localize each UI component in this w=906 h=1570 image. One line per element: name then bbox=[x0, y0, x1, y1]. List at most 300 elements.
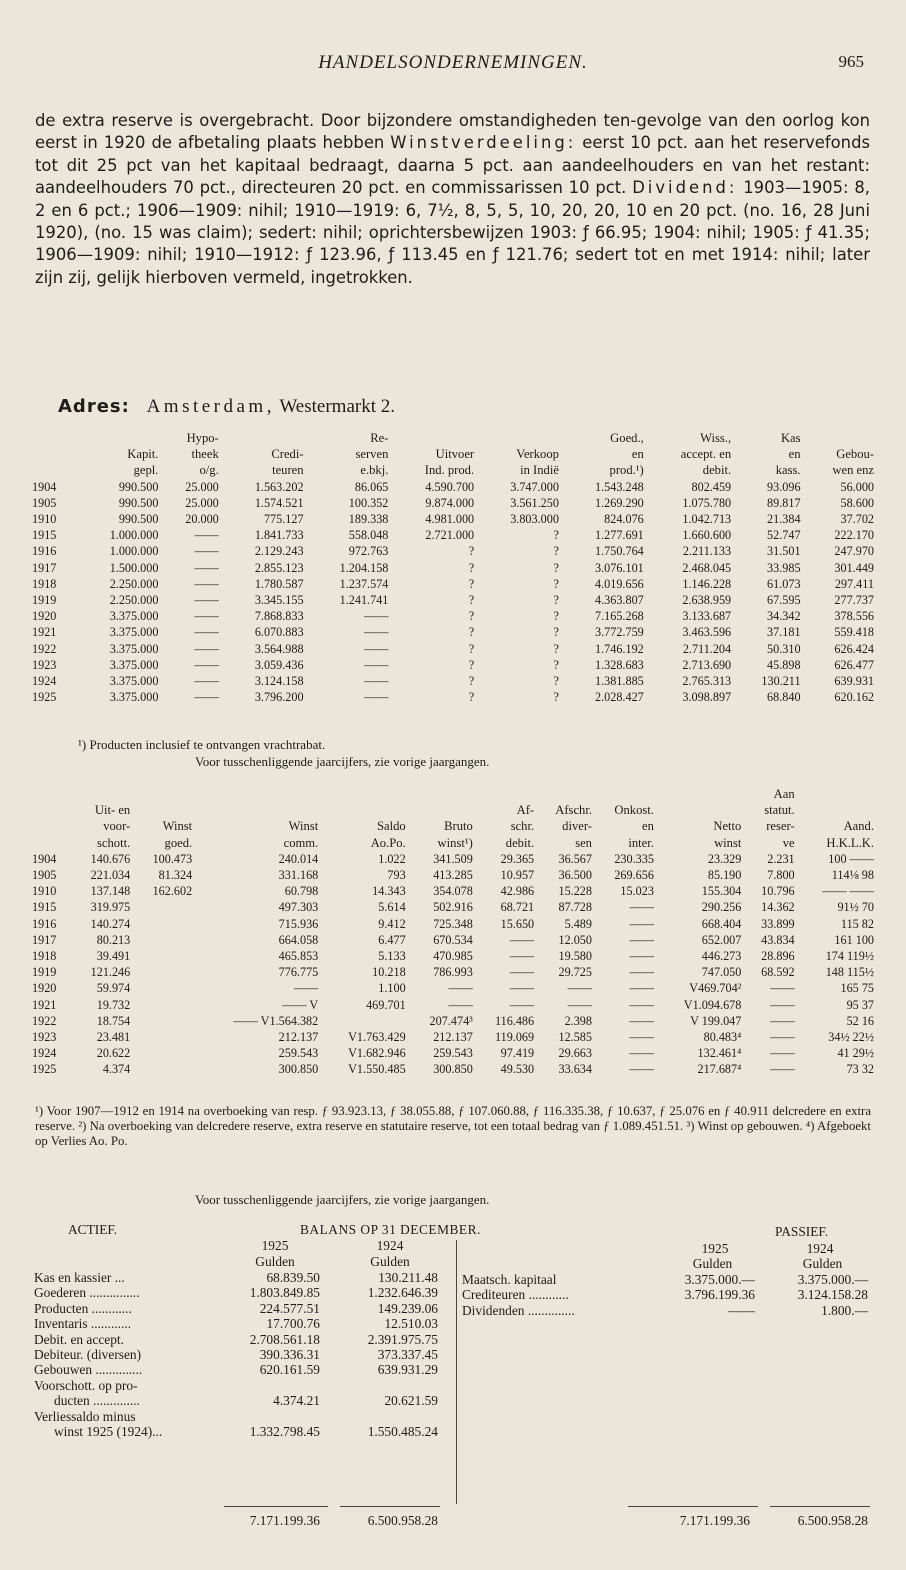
year-cell: 1919 bbox=[32, 593, 57, 608]
column-header: Uitvoer bbox=[435, 447, 475, 462]
column-header bbox=[594, 786, 656, 802]
table-cell: 100 —— bbox=[828, 851, 874, 866]
actief-value-1924: 1.550.485.24 bbox=[367, 1424, 438, 1439]
column-header bbox=[797, 802, 876, 818]
table-cell: 9.874.000 bbox=[425, 495, 475, 510]
column-header: schott. bbox=[97, 835, 131, 850]
column-header: ve bbox=[782, 835, 795, 850]
year-cell: 1915 bbox=[32, 528, 57, 543]
column-header: debit. bbox=[702, 463, 732, 478]
table-cell: 2.468.045 bbox=[682, 560, 732, 575]
year-cell: 1924 bbox=[32, 674, 57, 689]
passief-item-label: Maatsch. kapitaal bbox=[462, 1272, 557, 1287]
actief-item-label: Kas en kassier ... bbox=[34, 1270, 125, 1285]
table1-note: Voor tusschenliggende jaarcijfers, zie vorige jaargangen. bbox=[195, 754, 490, 769]
table-cell: 10.796 bbox=[761, 884, 795, 899]
table-cell: 93.096 bbox=[767, 479, 801, 494]
table-cell: 116.486 bbox=[494, 1013, 535, 1028]
actief-year-1924: 1924 bbox=[376, 1238, 404, 1253]
column-header bbox=[656, 802, 743, 818]
table-cell: 1.237.574 bbox=[339, 576, 389, 591]
table-cell: 6.477 bbox=[378, 932, 406, 947]
year-cell: 1919 bbox=[32, 965, 57, 980]
table-cell: 470.985 bbox=[433, 949, 473, 964]
table-cell: 115 82 bbox=[840, 916, 874, 931]
column-header: prod.¹) bbox=[609, 463, 644, 478]
table-cell: 3.098.897 bbox=[682, 690, 732, 705]
table-cell: 42.986 bbox=[500, 884, 535, 899]
year-cell: 1921 bbox=[32, 997, 57, 1012]
table-cell: 56.000 bbox=[840, 479, 874, 494]
table-cell: 1.746.192 bbox=[595, 641, 644, 656]
actief-value-1924: 2.391.975.75 bbox=[367, 1331, 438, 1347]
dividend-label: Dividend: bbox=[632, 178, 738, 198]
table-cell: ? bbox=[553, 593, 559, 608]
actief-value-1925: 1.332.798.45 bbox=[249, 1424, 320, 1439]
table-cell: V469.704² bbox=[689, 981, 742, 996]
table-cell: 3.133.687 bbox=[682, 609, 732, 624]
table-cell: 1.000.000 bbox=[109, 544, 159, 559]
actief-value-1924: 639.931.29 bbox=[377, 1362, 438, 1378]
column-header bbox=[30, 818, 70, 834]
column-header bbox=[194, 802, 320, 818]
table-cell: 1.075.780 bbox=[682, 495, 732, 510]
table-cell: 6.070.883 bbox=[254, 625, 304, 640]
passief-year-1924: 1924 bbox=[806, 1241, 834, 1256]
table-cell: 301.449 bbox=[834, 560, 874, 575]
table-cell: 4.019.656 bbox=[595, 576, 644, 591]
table-cell: 7.868.833 bbox=[254, 609, 304, 624]
table-cell: 14.362 bbox=[761, 900, 795, 915]
year-cell: 1916 bbox=[32, 916, 57, 931]
table-cell: 331.168 bbox=[278, 868, 319, 883]
table-cell: 3.772.759 bbox=[595, 625, 644, 640]
table-cell: ? bbox=[468, 593, 475, 608]
column-header: H.K.L.K. bbox=[826, 835, 874, 850]
table-cell: 29.365 bbox=[500, 851, 535, 866]
table-cell: 86.065 bbox=[354, 479, 389, 494]
column-header bbox=[76, 430, 161, 446]
table-cell: 341.509 bbox=[433, 851, 473, 866]
table-cell: —— bbox=[567, 997, 592, 1012]
table-cell: 4.363.807 bbox=[595, 593, 644, 608]
actief-total-1925: 7.171.199.36 bbox=[249, 1513, 320, 1528]
table-cell: 240.014 bbox=[278, 851, 319, 866]
table-cell: 87.728 bbox=[558, 900, 592, 915]
column-header: Saldo bbox=[377, 819, 406, 834]
table-cell: —— bbox=[509, 949, 535, 964]
column-header: Winst bbox=[162, 819, 193, 834]
table-cell: —— bbox=[629, 1062, 654, 1077]
actief-value-1925: 1.803.849.85 bbox=[249, 1285, 320, 1301]
table-cell: 3.375.000 bbox=[109, 641, 159, 656]
table-cell: 2.711.204 bbox=[682, 641, 732, 656]
table-cell: ? bbox=[468, 625, 475, 640]
table-cell: 7.165.268 bbox=[595, 609, 644, 624]
table-cell: —— bbox=[629, 965, 654, 980]
column-header: reser- bbox=[766, 819, 795, 834]
year-cell: 1905 bbox=[32, 868, 57, 883]
column-header: Kapit. bbox=[127, 447, 159, 462]
column-header bbox=[408, 802, 475, 818]
column-header: o/g. bbox=[199, 463, 219, 478]
year-cell: 1924 bbox=[32, 1046, 57, 1061]
table-cell: 23.329 bbox=[707, 851, 742, 866]
table-cell: 2.250.000 bbox=[109, 593, 159, 608]
table-cell: 58.600 bbox=[840, 495, 874, 510]
table-cell: 132.461⁴ bbox=[697, 1046, 742, 1061]
table-cell: 3.059.436 bbox=[254, 657, 304, 672]
table-cell: 36.567 bbox=[558, 851, 592, 866]
table-cell: 121.246 bbox=[90, 965, 131, 980]
header-row bbox=[30, 446, 876, 462]
table-cell: 300.850 bbox=[278, 1062, 319, 1077]
table-cell: V1.550.485 bbox=[348, 1062, 406, 1077]
table-cell: —— bbox=[364, 625, 389, 640]
table-cell: 3.796.200 bbox=[254, 690, 304, 705]
table-cell: 3.375.000 bbox=[109, 674, 159, 689]
year-cell: 1918 bbox=[32, 949, 57, 964]
passief-value-1924: 3.375.000.— bbox=[797, 1272, 868, 1287]
table-row bbox=[30, 997, 876, 1013]
column-header: Uit- en bbox=[94, 803, 131, 818]
table-cell: ? bbox=[468, 576, 475, 591]
table-row bbox=[30, 495, 876, 511]
table-row bbox=[30, 673, 876, 689]
table-cell: —— bbox=[770, 1013, 795, 1028]
actief-value-1924: 1.232.646.39 bbox=[367, 1285, 438, 1301]
table-cell: 2.129.243 bbox=[254, 544, 304, 559]
table-cell: 1.100 bbox=[378, 981, 406, 996]
dividend-text: 1903—1905: 8, 2 en 6 pct.; 1906—1909: nihil; 1910—1919: 6, 7½, 8, 5, 5, 10, 20, 20, 10 en 20 pct. (no. 16, 28 Juni 1920), (no. 15 was claim); sedert: nihil; oprichtersbewijzen 1903: ƒ 66.95; 1904: nihil; 1905: ƒ 41.35; 1906—1909: nihil; 1910—1912: ƒ 123.96, ƒ 113.45 en ƒ 121.76; sedert tot en met 1914: nihil; later zijn zij, gelijk hierboven vermeld, ingetrokken. bbox=[35, 178, 870, 287]
table-cell: —— bbox=[770, 1030, 795, 1045]
actief-item-label: Inventaris ............ bbox=[34, 1316, 132, 1332]
table-cell bbox=[132, 980, 194, 996]
table-cell: 824.076 bbox=[604, 512, 644, 527]
running-title: HANDELSONDERNEMINGEN. bbox=[318, 52, 588, 73]
table-cell: —— bbox=[629, 932, 654, 947]
table-cell: 5.614 bbox=[378, 900, 406, 915]
column-header: Ind. prod. bbox=[424, 463, 475, 478]
table-cell: 61.073 bbox=[767, 576, 801, 591]
passief-currency-1924: Gulden bbox=[802, 1256, 843, 1271]
table-cell: 3.463.596 bbox=[682, 625, 732, 640]
table-cell: 4.374 bbox=[102, 1062, 131, 1077]
table-row bbox=[30, 624, 876, 640]
table-row bbox=[30, 511, 876, 527]
column-header bbox=[30, 786, 70, 802]
table-row bbox=[30, 689, 876, 705]
table-cell: 1.204.158 bbox=[339, 560, 389, 575]
table2-footnote: ¹) Voor 1907—1912 en 1914 na overboeking van resp. ƒ 93.923.13, ƒ 38.055.88, ƒ 107.060.88, ƒ 116.335.38, ƒ 10.637, ƒ 25.076 en ƒ 40.911 delcredere en extra reserve. ²) Na overboeking van delcredere reserve, extra reserve en statutaire reserve, tot een totaal bedrag van ƒ 1.089.451.51. ³) Winst op gebouwen. ⁴) Afgeboekt op Verlies Ao. Po. bbox=[35, 1104, 871, 1149]
actief-value-1925: 224.577.51 bbox=[259, 1300, 320, 1316]
table-cell: 269.656 bbox=[614, 868, 654, 883]
table-cell: 155.304 bbox=[701, 884, 742, 899]
table-cell: 1.780.587 bbox=[254, 576, 304, 591]
table-cell: 52 16 bbox=[846, 1013, 874, 1028]
table-cell: 1.660.600 bbox=[682, 528, 732, 543]
table-cell: 300.850 bbox=[433, 1062, 473, 1077]
column-header: Winst bbox=[288, 819, 319, 834]
year-cell: 1905 bbox=[32, 495, 57, 510]
column-header bbox=[30, 430, 76, 446]
table-cell: 990.500 bbox=[118, 495, 159, 510]
actief-value-1925: 2.708.561.18 bbox=[249, 1331, 320, 1347]
table-cell: 259.543 bbox=[433, 1046, 473, 1061]
table-row bbox=[30, 576, 876, 592]
column-header bbox=[536, 786, 594, 802]
column-header bbox=[797, 786, 876, 802]
table-cell: 81.324 bbox=[158, 868, 193, 883]
table-cell: 41 29½ bbox=[837, 1046, 874, 1061]
table-cell: 670.534 bbox=[433, 932, 473, 947]
passief-total-1925: 7.171.199.36 bbox=[679, 1513, 750, 1528]
table-cell: —— bbox=[448, 997, 473, 1012]
actief-item-label: Verliessaldo minus bbox=[34, 1408, 136, 1424]
table-cell: —— bbox=[629, 916, 654, 931]
table-cell: 413.285 bbox=[433, 868, 473, 883]
table-cell: ? bbox=[553, 544, 559, 559]
table-cell: 91½ 70 bbox=[837, 900, 874, 915]
table-row bbox=[30, 1045, 876, 1061]
table-cell: —— bbox=[509, 932, 535, 947]
table-cell: 5.489 bbox=[564, 916, 592, 931]
table-cell: 3.375.000 bbox=[109, 657, 159, 672]
table-cell: 33.985 bbox=[767, 560, 801, 575]
column-header bbox=[320, 802, 407, 818]
table-cell: 15.023 bbox=[620, 884, 654, 899]
table-cell: 18.754 bbox=[96, 1013, 131, 1028]
table-cell: —— bbox=[364, 657, 389, 672]
table-cell: 31.501 bbox=[767, 544, 801, 559]
table-cell: V1.763.429 bbox=[348, 1030, 406, 1045]
header-row bbox=[30, 462, 876, 478]
table-cell: 21.384 bbox=[767, 512, 801, 527]
table-cell: 222.170 bbox=[834, 528, 874, 543]
actief-value-1925: 68.839.50 bbox=[266, 1270, 320, 1285]
table-cell: 3.803.000 bbox=[510, 512, 559, 527]
table-row bbox=[30, 883, 876, 899]
table-cell: —— bbox=[194, 625, 219, 640]
column-header: en bbox=[642, 819, 654, 834]
header-row bbox=[30, 430, 876, 446]
table-cell: ? bbox=[468, 544, 475, 559]
table-cell: 148 115½ bbox=[825, 965, 874, 980]
passief-value-1925: 3.375.000.— bbox=[684, 1272, 755, 1287]
column-header bbox=[803, 430, 876, 446]
table-cell: —— bbox=[194, 560, 219, 575]
table-cell: 2.028.427 bbox=[595, 690, 644, 705]
column-header: statut. bbox=[764, 803, 795, 818]
year-cell: 1923 bbox=[32, 657, 57, 672]
balance-divider bbox=[456, 1240, 457, 1504]
table-cell: 990.500 bbox=[118, 479, 159, 494]
column-header bbox=[70, 786, 132, 802]
table-cell bbox=[132, 1061, 194, 1077]
table-cell: ? bbox=[553, 657, 559, 672]
table-cell: —— bbox=[194, 609, 219, 624]
table-cell: 2.250.000 bbox=[109, 576, 159, 591]
table-cell: 33.899 bbox=[761, 916, 795, 931]
table-cell: 165 75 bbox=[840, 981, 874, 996]
actief-value-1925: 4.374.21 bbox=[273, 1393, 320, 1409]
table-cell bbox=[132, 948, 194, 964]
table-cell: —— bbox=[194, 674, 219, 689]
table-cell: ? bbox=[468, 690, 475, 705]
table-cell: 1.022 bbox=[378, 851, 406, 866]
table-row bbox=[30, 543, 876, 559]
table-cell: 140.274 bbox=[90, 916, 131, 931]
balance-title: BALANS OP 31 DECEMBER. bbox=[300, 1222, 481, 1237]
table-cell bbox=[132, 932, 194, 948]
address-label: Adres: bbox=[58, 396, 130, 417]
table-cell: 221.034 bbox=[90, 868, 131, 883]
table-cell: 19.732 bbox=[96, 997, 131, 1012]
column-header: Credi- bbox=[271, 447, 304, 462]
year-cell: 1922 bbox=[32, 1013, 57, 1028]
table-cell: 620.162 bbox=[834, 690, 874, 705]
table-cell: 1.841.733 bbox=[254, 528, 304, 543]
table-cell: 558.048 bbox=[348, 528, 389, 543]
column-header bbox=[476, 430, 561, 446]
table-cell: 725.348 bbox=[433, 916, 473, 931]
table-row bbox=[30, 641, 876, 657]
table-cell: —— bbox=[629, 1030, 654, 1045]
actief-item-label: Gebouwen .............. bbox=[34, 1362, 143, 1378]
table-cell bbox=[132, 964, 194, 980]
table-cell: 162.602 bbox=[152, 884, 193, 899]
header-row bbox=[30, 786, 876, 802]
table-cell: 1.042.713 bbox=[682, 512, 732, 527]
actief-sum-line-1924 bbox=[340, 1506, 440, 1507]
table-cell: 89.817 bbox=[767, 495, 801, 510]
table-cell: —— bbox=[629, 997, 654, 1012]
table-cell: —— bbox=[194, 576, 219, 591]
table-cell: —— bbox=[770, 1046, 795, 1061]
table-row bbox=[30, 948, 876, 964]
table-cell: 189.338 bbox=[348, 512, 389, 527]
table-cell: 715.936 bbox=[278, 916, 319, 931]
table-cell: 130.211 bbox=[761, 674, 801, 689]
year-cell: 1917 bbox=[32, 560, 57, 575]
table-row bbox=[30, 916, 876, 932]
actief-currency-1925: Gulden bbox=[255, 1254, 295, 1269]
actief-item-label: Producten ............ bbox=[34, 1300, 132, 1316]
table-cell: 664.058 bbox=[278, 932, 319, 947]
year-cell: 1920 bbox=[32, 609, 57, 624]
actief-value-1924: 130.211.48 bbox=[378, 1270, 438, 1285]
passief-value-1925: —— bbox=[728, 1302, 755, 1318]
address-street: Westermarkt 2. bbox=[279, 396, 395, 417]
table-row bbox=[30, 899, 876, 915]
table-cell: 43.834 bbox=[761, 932, 795, 947]
column-header: sen bbox=[575, 835, 592, 850]
table-cell: 3.375.000 bbox=[109, 690, 159, 705]
passief-currency-1925: Gulden bbox=[692, 1256, 733, 1271]
table-cell: 80.483⁴ bbox=[703, 1030, 742, 1045]
column-header bbox=[30, 446, 76, 462]
table-cell: —— bbox=[364, 609, 389, 624]
table-cell: —— V bbox=[282, 997, 319, 1012]
year-cell: 1925 bbox=[32, 690, 57, 705]
table-cell: 114⅛ 98 bbox=[831, 868, 874, 883]
table-cell: 747.050 bbox=[701, 965, 742, 980]
table-cell: ? bbox=[553, 625, 559, 640]
table-cell: 639.931 bbox=[834, 674, 874, 689]
column-header: debit. bbox=[505, 835, 535, 850]
column-header: Af- bbox=[516, 803, 535, 818]
column-header: teuren bbox=[272, 463, 304, 478]
column-header: kass. bbox=[775, 463, 801, 478]
actief-value-1925: 390.336.31 bbox=[259, 1347, 320, 1362]
table-cell: 33.634 bbox=[558, 1062, 592, 1077]
table-cell: 34½ 22½ bbox=[828, 1030, 874, 1045]
table-cell: V1.094.678 bbox=[683, 997, 742, 1012]
table-cell bbox=[132, 1045, 194, 1061]
column-header: Bruto bbox=[444, 819, 473, 834]
table-cell: —— bbox=[629, 1013, 654, 1028]
table-cell: 2.638.959 bbox=[682, 593, 732, 608]
column-header: Afschr. bbox=[555, 803, 592, 818]
table-cell: —— bbox=[509, 965, 535, 980]
passief-sum-line-1925 bbox=[628, 1506, 758, 1507]
year-cell: 1915 bbox=[32, 900, 57, 915]
table-cell: 5.133 bbox=[378, 949, 406, 964]
table-cell: ? bbox=[553, 609, 559, 624]
actief-item-label: ducten .............. bbox=[54, 1393, 140, 1409]
table-cell: 2.765.313 bbox=[682, 674, 732, 689]
table-cell: 60.798 bbox=[284, 884, 319, 899]
table-cell: 68.721 bbox=[500, 900, 535, 915]
table-cell: 2.713.690 bbox=[682, 657, 732, 672]
column-header: goed. bbox=[164, 835, 193, 850]
table-cell: 97.419 bbox=[500, 1046, 535, 1061]
table-cell: V1.682.946 bbox=[348, 1046, 406, 1061]
table-cell: 50.310 bbox=[767, 641, 801, 656]
table-cell: 37.181 bbox=[767, 625, 801, 640]
year-cell: 1923 bbox=[32, 1030, 57, 1045]
table-row bbox=[30, 1029, 876, 1045]
table-cell: ? bbox=[468, 609, 475, 624]
table-cell: 972.763 bbox=[348, 544, 389, 559]
table-cell: 20.622 bbox=[96, 1046, 131, 1061]
table-cell: 85.190 bbox=[707, 868, 742, 883]
column-header bbox=[30, 835, 70, 851]
table-cell: —— bbox=[194, 593, 219, 608]
table-cell: 802.459 bbox=[691, 479, 732, 494]
table-cell: 25.000 bbox=[185, 479, 219, 494]
table-cell: ? bbox=[468, 560, 475, 575]
table-cell: 497.303 bbox=[278, 900, 319, 915]
table-cell: ? bbox=[553, 690, 559, 705]
column-header bbox=[132, 802, 194, 818]
actief-value-1925: 620.161.59 bbox=[259, 1362, 320, 1378]
table-row bbox=[30, 867, 876, 883]
table-cell: —— bbox=[629, 1046, 654, 1061]
paragraph-text: de extra reserve is overgebracht. Door bijzondere omstandigheden ten-gevolge van den oorlog kon eerst in 1920 de afbetaling plaats hebben bbox=[35, 111, 870, 153]
table-cell: 12.050 bbox=[558, 932, 592, 947]
table-cell: 1.500.000 bbox=[109, 560, 159, 575]
table-cell: 174 119½ bbox=[825, 949, 874, 964]
table-cell: 354.078 bbox=[433, 884, 473, 899]
table-cell: 319.975 bbox=[90, 900, 131, 915]
table-cell: 668.404 bbox=[701, 916, 742, 931]
column-header: Gebou- bbox=[836, 447, 874, 462]
column-header: serven bbox=[355, 447, 389, 462]
table-cell: —— —— bbox=[822, 884, 874, 899]
table-cell: 469.701 bbox=[366, 997, 406, 1012]
table-cell: —— bbox=[770, 1062, 795, 1077]
